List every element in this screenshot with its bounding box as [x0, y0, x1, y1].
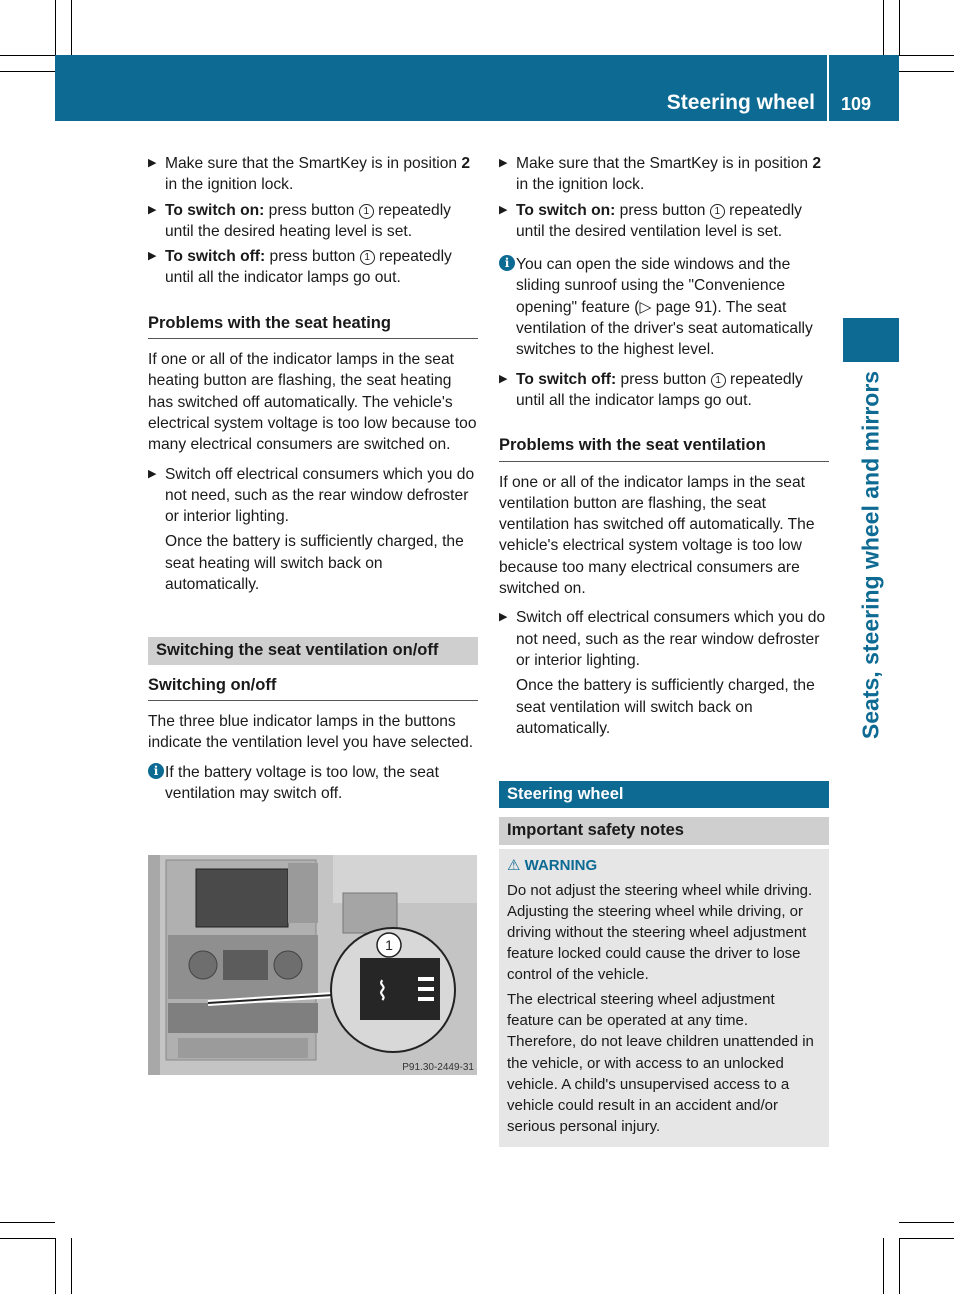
crop-mark [55, 1238, 56, 1294]
figure-callout: 1 [385, 937, 393, 953]
warning-paragraph: Do not adjust the steering wheel while driving. Adjusting the steering wheel while driving, or driving without the steering wheel adjustment feature locked could cause the driver to lose control of the vehicle. [507, 881, 813, 984]
page-number: 109 [841, 94, 872, 114]
instruction-step: ▶ To switch on: press button 1 repeatedly until the desired ventilation level is set. [499, 201, 802, 240]
callout-number: 1 [710, 204, 725, 219]
header-divider [827, 55, 829, 121]
instruction-step: ▶ Switch off electrical consumers which you do not need, such as the rear window defroster or interior lighting. [499, 609, 826, 669]
info-icon: i [499, 255, 515, 271]
paragraph: If one or all of the indicator lamps in the seat heating button are flashing, the seat heating has switched off automatically. The vehicle's electrical system voltage is too low because too many electrical consumers are switched on. [148, 351, 477, 454]
arrow-icon: ▶ [148, 203, 157, 216]
crop-mark [899, 55, 954, 56]
crop-mark [883, 1238, 884, 1294]
svg-text:⌇: ⌇ [376, 977, 389, 1007]
arrow-icon: ▶ [499, 611, 508, 624]
figure-code: P91.30-2449-31 [402, 1062, 474, 1073]
callout-number: 1 [711, 373, 726, 388]
crop-mark [55, 0, 56, 55]
instruction-step: ▶ Switch off electrical consumers which you do not need, such as the rear window defroster or interior lighting. [148, 465, 475, 526]
section-bar: Switching the seat ventilation on/off [148, 637, 478, 664]
instruction-step: ▶ To switch off: press button 1 repeatedly until all the indicator lamps go out. [499, 370, 803, 409]
section-heading: Problems with the seat ventilation [499, 435, 829, 461]
page-header [55, 55, 899, 121]
arrow-icon: ▶ [148, 467, 157, 480]
arrow-icon: ▶ [499, 157, 508, 169]
paragraph: The three blue indicator lamps in the buttons indicate the ventilation level you have selected. [148, 712, 474, 752]
paragraph: If one or all of the indicator lamps in the seat ventilation button are flashing, the seat ventilation has switched off automatically. The vehicle's electrical system voltage is too low because too many electrical consumers are switched on. [499, 473, 815, 598]
arrow-icon: ▶ [148, 250, 157, 263]
section-heading: Switching on/off [148, 675, 478, 701]
section-heading: Problems with the seat heating [148, 313, 478, 339]
crop-mark [899, 1238, 954, 1239]
warning-paragraph: The electrical steering wheel adjustment feature can be operated at any time. Therefore, do not leave children unattended in the vehicle, or with access to an unlocked vehicle. A child's unsupervised access to a vehicle could result in an accident and/or serious personal injury. [507, 991, 814, 1135]
crop-mark [0, 71, 55, 72]
warning-box [499, 849, 829, 1147]
callout-number: 1 [359, 204, 374, 219]
arrow-icon: ▶ [499, 203, 508, 216]
crop-mark [71, 1238, 72, 1294]
warning-icon: ⚠ [507, 856, 521, 874]
page-title: Steering wheel [666, 91, 815, 114]
instruction-step: ▶ To switch on: press button 1 repeatedly until the desired heating level is set. [148, 201, 451, 240]
console-illustration [148, 855, 477, 1075]
crop-mark [0, 1238, 55, 1239]
paragraph: Once the battery is sufficiently charged, the seat ventilation will switch back on automatically. [516, 677, 815, 737]
info-note: i You can open the side windows and the sliding sunroof using the "Convenience opening" feature (▷ page 91). The seat ventilation of the driver's seat automatically switches to the highest level. [499, 254, 829, 360]
paragraph: Once the battery is sufficiently charged, the seat heating will switch back on automatically. [165, 533, 464, 594]
instruction-step: ▶ Make sure that the SmartKey is in position 2 in the ignition lock. [499, 155, 822, 194]
right-column [499, 150, 829, 1147]
arrow-icon: ▶ [148, 157, 157, 169]
arrow-icon: ▶ [499, 372, 508, 385]
crop-mark [883, 0, 884, 55]
section-bar: Steering wheel [499, 781, 829, 808]
instruction-step: ▶ Make sure that the SmartKey is in position 2 in the ignition lock. [148, 155, 471, 194]
section-bar: Important safety notes [499, 817, 829, 844]
figure-image [148, 855, 477, 1075]
left-column [148, 150, 478, 812]
crop-mark [899, 1222, 954, 1223]
info-note: i If the battery voltage is too low, the seat ventilation may switch off. [148, 762, 478, 805]
crop-mark [899, 0, 900, 55]
side-tab-label: Seats, steering wheel and mirrors [857, 370, 884, 740]
side-tab [843, 318, 899, 362]
info-icon: i [148, 763, 164, 779]
instruction-step: ▶ To switch off: press button 1 repeatedly until all the indicator lamps go out. [148, 248, 452, 287]
callout-number: 1 [360, 250, 375, 265]
crop-mark [0, 55, 55, 56]
crop-mark [899, 71, 954, 72]
warning-heading: ⚠ WARNING [507, 856, 598, 874]
crop-mark [71, 0, 72, 55]
crop-mark [0, 1222, 55, 1223]
crop-mark [899, 1238, 900, 1294]
